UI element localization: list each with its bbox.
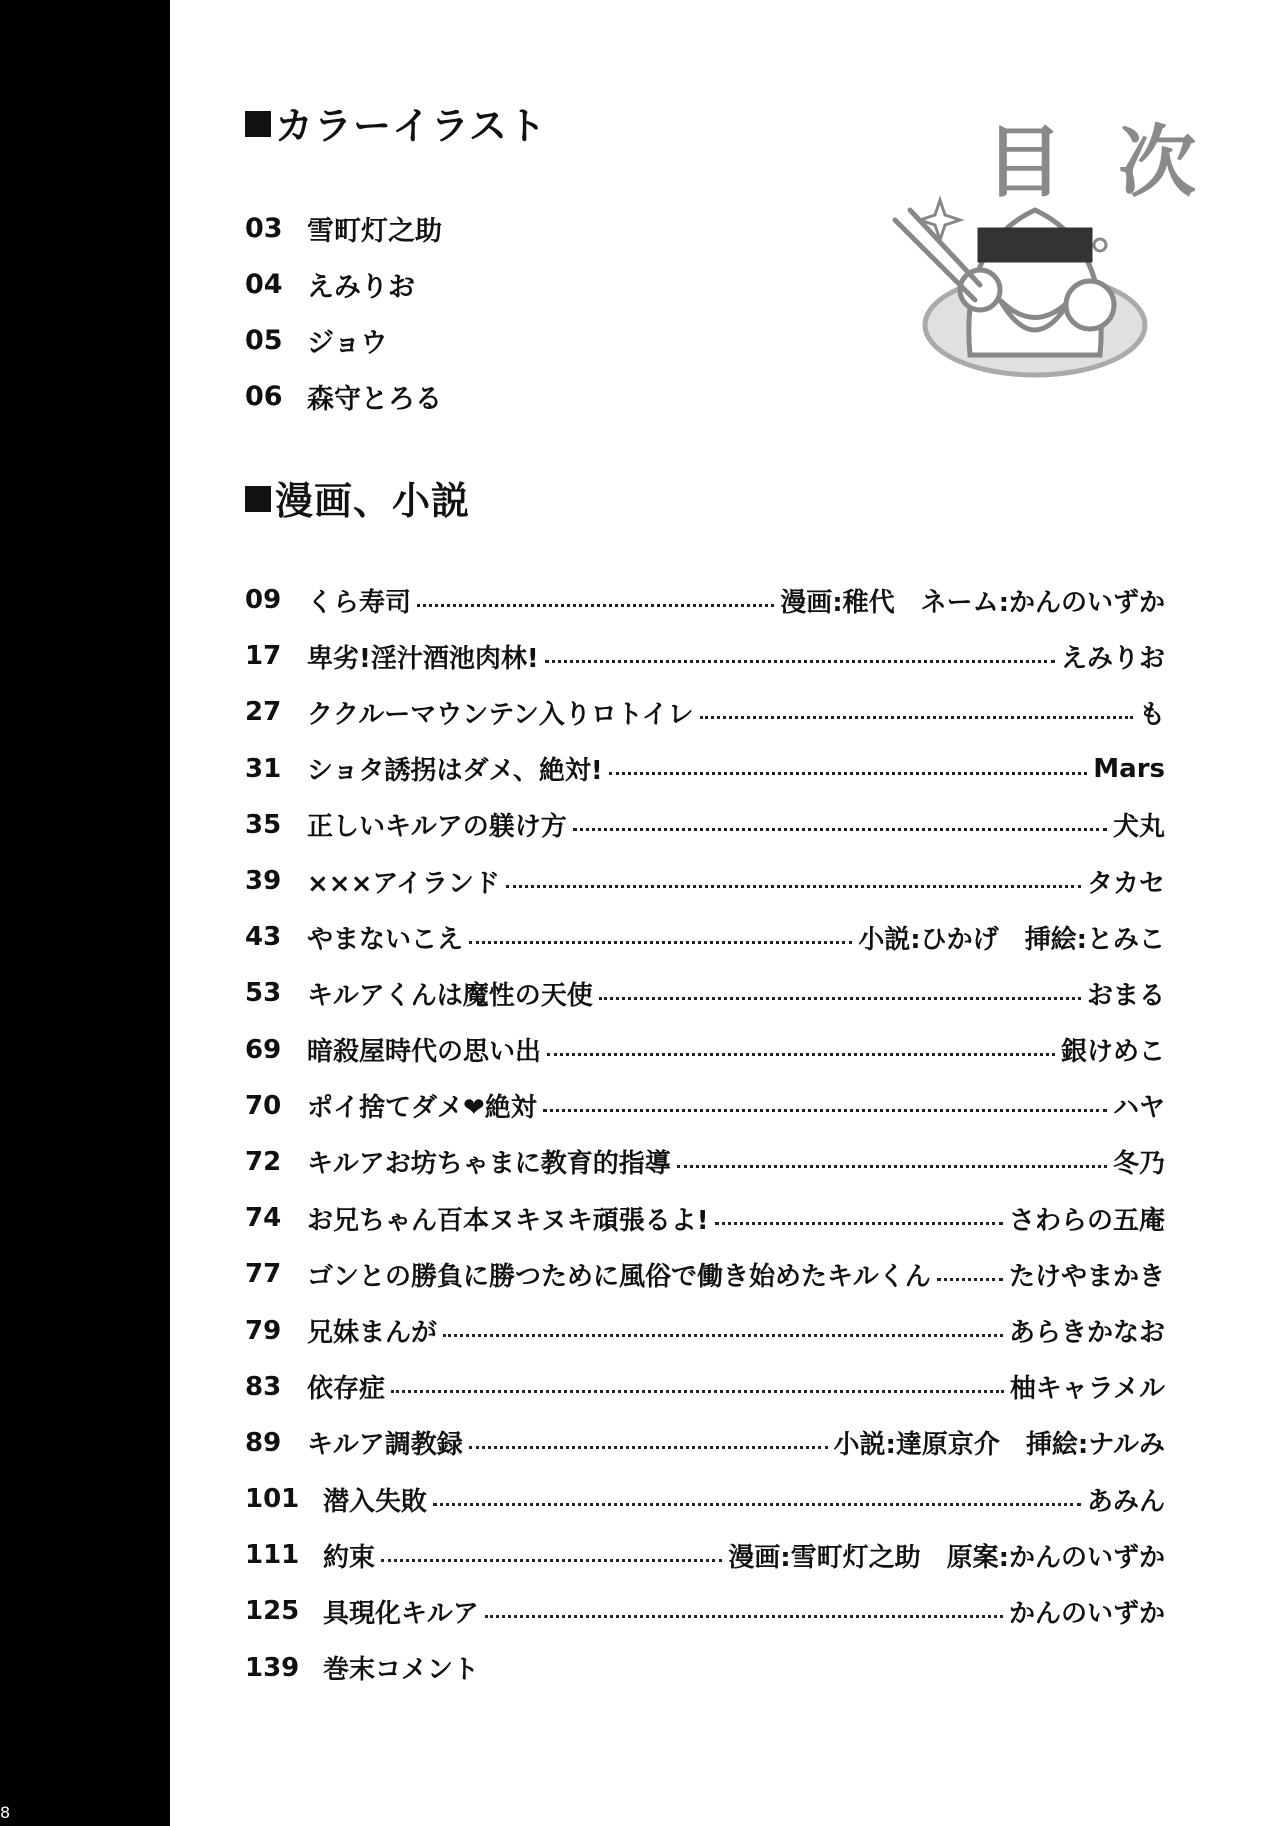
dot-leader xyxy=(506,885,1081,888)
page-ref: 139 xyxy=(245,1652,300,1683)
artist-name: 雪町灯之助 xyxy=(307,215,442,247)
square-bullet-icon xyxy=(245,111,271,137)
dot-leader xyxy=(485,1615,1003,1618)
toc-row xyxy=(245,853,1165,909)
toc-row xyxy=(245,1078,1165,1134)
toc-list xyxy=(245,572,1165,1696)
entry-author: おまる xyxy=(1086,980,1165,1011)
page-ref: 89 xyxy=(245,1427,282,1458)
dot-leader xyxy=(937,1278,1003,1281)
artist-name: 森守とろる xyxy=(307,383,442,415)
entry-author: 小説:ひかげ 挿絵:とみこ xyxy=(858,924,1165,955)
page-ref: 04 xyxy=(245,268,283,300)
entry-title: キルア調教録 xyxy=(307,1430,463,1461)
entry-author: 小説:達原京介 挿絵:ナルみ xyxy=(833,1430,1165,1461)
mascot-illustration xyxy=(885,185,1165,425)
toc-row xyxy=(245,572,1165,628)
entry-author: Mars xyxy=(1093,753,1165,784)
list-item xyxy=(245,368,845,424)
entry-author: さわらの五庵 xyxy=(1008,1205,1165,1236)
entry-author: 犬丸 xyxy=(1112,812,1165,843)
toc-row xyxy=(245,1583,1165,1639)
dot-leader xyxy=(609,772,1088,775)
page-ref: 09 xyxy=(245,585,282,616)
entry-title: ×××アイランド xyxy=(307,868,501,899)
list-item xyxy=(245,256,845,312)
page-ref: 77 xyxy=(245,1259,282,1290)
entry-title: ポイ捨てダメ❤絶対 xyxy=(307,1093,537,1124)
entry-title: くら寿司 xyxy=(307,587,412,618)
page-ref: 27 xyxy=(245,697,282,728)
page-number: 8 xyxy=(0,1803,11,1822)
dot-leader xyxy=(417,604,774,607)
page-ref: 06 xyxy=(245,380,283,412)
toc-row xyxy=(245,1190,1165,1246)
entry-title: 約束 xyxy=(323,1542,376,1573)
black-spine xyxy=(0,0,170,1826)
entry-title: 巻末コメント xyxy=(323,1655,480,1686)
entry-author: 漫画:雪町灯之助 原案:かんのいずか xyxy=(728,1542,1165,1573)
entry-author: ハヤ xyxy=(1112,1093,1165,1124)
page-ref: 74 xyxy=(245,1203,282,1234)
toc-row xyxy=(245,797,1165,853)
page-ref: 43 xyxy=(245,922,282,953)
toc-row xyxy=(245,1359,1165,1415)
dot-leader xyxy=(545,660,1055,663)
entry-author: 銀けめこ xyxy=(1060,1037,1165,1068)
toc-page xyxy=(245,0,1211,1826)
entry-title: キルアお坊ちゃまに教育的指導 xyxy=(307,1149,671,1180)
manga-heading-text: 漫画、小説 xyxy=(275,479,471,523)
entry-title: ククルーマウンテン入りロトイレ xyxy=(307,699,694,730)
dot-leader xyxy=(469,1446,828,1449)
page-ref: 70 xyxy=(245,1090,282,1121)
entry-author: あらきかなお xyxy=(1008,1318,1165,1349)
toc-row xyxy=(245,628,1165,684)
entry-author: えみりお xyxy=(1060,643,1165,674)
toc-row xyxy=(245,684,1165,740)
page-ref: 101 xyxy=(245,1484,300,1515)
toc-row xyxy=(245,1246,1165,1302)
dot-leader xyxy=(433,1503,1081,1506)
page-ref: 35 xyxy=(245,809,282,840)
color-section-heading xyxy=(245,95,547,150)
color-heading-text: カラーイラスト xyxy=(275,104,547,148)
dot-leader xyxy=(700,716,1133,719)
page-ref: 53 xyxy=(245,978,282,1009)
entry-title: 依存症 xyxy=(307,1374,386,1405)
dot-leader xyxy=(547,1053,1055,1056)
toc-row xyxy=(245,1302,1165,1358)
entry-author: あみん xyxy=(1086,1486,1165,1517)
entry-author: かんのいずか xyxy=(1008,1598,1165,1629)
entry-author: 柚キャラメル xyxy=(1009,1374,1165,1405)
entry-title: ショタ誘拐はダメ、絶対! xyxy=(307,756,603,787)
color-list xyxy=(245,200,845,424)
page-ref: 72 xyxy=(245,1146,282,1177)
entry-title: 正しいキルアの躾け方 xyxy=(307,812,567,843)
entry-title: ゴンとの勝負に勝つために風俗で働き始めたキルくん xyxy=(307,1261,931,1292)
page-ref: 39 xyxy=(245,866,282,897)
entry-title: 卑劣!淫汁酒池肉林! xyxy=(307,643,539,674)
dot-leader xyxy=(391,1390,1004,1393)
page-ref: 31 xyxy=(245,753,282,784)
page-ref: 03 xyxy=(245,212,283,244)
entry-title: 具現化キルア xyxy=(323,1598,479,1629)
entry-author: も xyxy=(1138,699,1165,730)
square-bullet-icon xyxy=(245,486,271,512)
artist-name: ジョウ xyxy=(307,327,388,359)
entry-title: お兄ちゃん百本ヌキヌキ頑張るよ! xyxy=(307,1205,709,1236)
entry-title: 暗殺屋時代の思い出 xyxy=(307,1037,542,1068)
page-ref: 83 xyxy=(245,1371,282,1402)
page-ref: 79 xyxy=(245,1315,282,1346)
artist-name: えみりお xyxy=(307,271,415,303)
entry-author: 冬乃 xyxy=(1112,1149,1165,1180)
entry-author: 漫画:稚代 ネーム:かんのいずか xyxy=(780,587,1165,618)
toc-row xyxy=(245,1471,1165,1527)
page-title: 目 次 xyxy=(985,118,1211,208)
toc-row xyxy=(245,1022,1165,1078)
entry-title: 兄妹まんが xyxy=(307,1318,438,1349)
dot-leader xyxy=(469,941,852,944)
dot-leader xyxy=(677,1165,1107,1168)
toc-row xyxy=(245,1415,1165,1471)
page-ref: 111 xyxy=(245,1540,300,1571)
dot-leader xyxy=(715,1222,1003,1225)
toc-row xyxy=(245,1527,1165,1583)
dot-leader xyxy=(443,1334,1003,1337)
entry-title: やまないこえ xyxy=(307,924,464,955)
list-item xyxy=(245,312,845,368)
page-ref: 05 xyxy=(245,324,283,356)
toc-row xyxy=(245,965,1165,1021)
dot-leader xyxy=(543,1109,1107,1112)
dot-leader xyxy=(599,997,1081,1000)
dot-leader xyxy=(573,828,1107,831)
list-item xyxy=(245,200,845,256)
page-ref: 125 xyxy=(245,1596,300,1627)
toc-row xyxy=(245,1640,1165,1696)
entry-title: キルアくんは魔性の天使 xyxy=(307,980,593,1011)
entry-title: 潜入失敗 xyxy=(323,1486,428,1517)
toc-row xyxy=(245,1134,1165,1190)
manga-section-heading xyxy=(245,470,470,525)
entry-author: たけやまかき xyxy=(1008,1261,1165,1292)
page-ref: 17 xyxy=(245,641,282,672)
entry-author: タカセ xyxy=(1086,868,1165,899)
toc-row xyxy=(245,741,1165,797)
toc-row xyxy=(245,909,1165,965)
dot-leader xyxy=(381,1559,722,1562)
page-ref: 69 xyxy=(245,1034,282,1065)
